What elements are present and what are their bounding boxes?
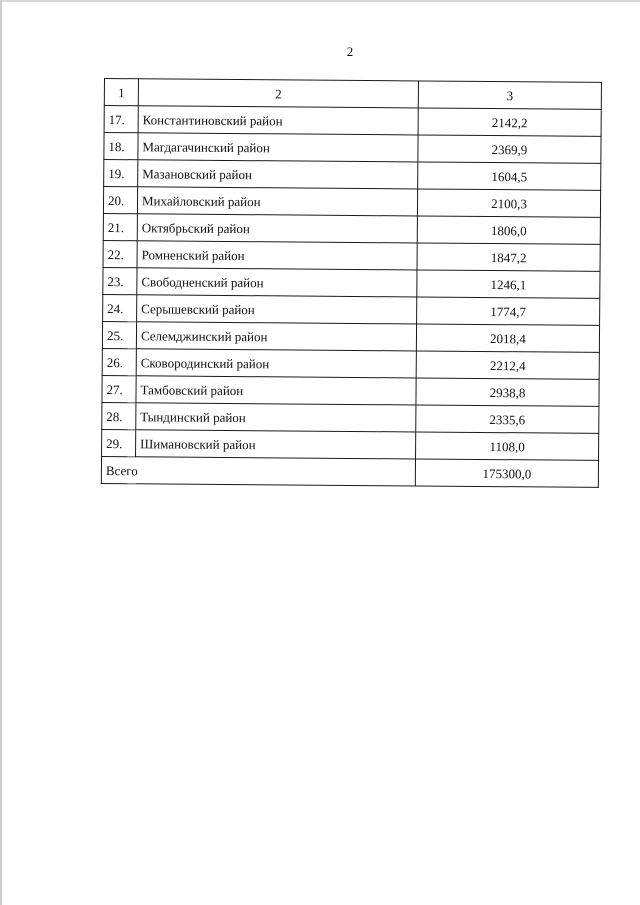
district-value: 1108,0 — [416, 432, 599, 460]
table-row — [103, 213, 600, 244]
total-label: Всего — [101, 456, 415, 485]
district-name: Мазановский район — [138, 160, 418, 189]
district-value: 1246,1 — [417, 270, 600, 298]
district-value: 1604,5 — [418, 162, 601, 190]
row-number: 21. — [103, 213, 137, 240]
row-number: 18. — [104, 133, 138, 160]
district-name: Михайловский район — [137, 187, 417, 216]
row-number: 24. — [103, 294, 137, 321]
district-value: 2212,4 — [416, 351, 599, 379]
district-name: Октябрьский район — [137, 214, 417, 243]
table-header-row — [104, 79, 601, 110]
table-row — [104, 133, 601, 164]
row-number: 17. — [104, 106, 138, 133]
header-cell-3: 3 — [418, 81, 601, 109]
header-cell-1: 1 — [104, 79, 138, 106]
total-value: 175300,0 — [415, 459, 598, 487]
district-name: Тамбовский район — [136, 376, 416, 405]
scan-edge-top — [0, 0, 640, 2]
district-value: 2142,2 — [418, 108, 601, 136]
table-row — [102, 375, 599, 406]
table-row — [102, 348, 599, 379]
district-name: Шимановский район — [136, 430, 416, 459]
row-number: 19. — [104, 160, 138, 187]
district-name: Серышевский район — [137, 295, 417, 324]
scan-edge-left — [0, 0, 2, 905]
page-number: 2 — [346, 44, 354, 59]
table-row — [102, 429, 599, 460]
district-name: Магдагачинский район — [138, 133, 418, 162]
table-row — [103, 240, 600, 271]
table-row — [102, 321, 599, 352]
district-value: 1847,2 — [417, 243, 600, 271]
table-row — [103, 187, 600, 218]
row-number: 23. — [103, 267, 137, 294]
district-value: 2018,4 — [416, 324, 599, 352]
district-value: 1806,0 — [417, 216, 600, 244]
district-value: 2100,3 — [417, 189, 600, 217]
district-value: 2938,8 — [416, 378, 599, 406]
table-row — [104, 160, 601, 191]
district-name: Ромненский район — [137, 241, 417, 270]
district-name: Свободненский район — [137, 268, 417, 297]
table-row — [104, 106, 601, 137]
row-number: 20. — [103, 187, 137, 214]
header-cell-2: 2 — [138, 79, 418, 108]
row-number: 27. — [102, 375, 136, 402]
district-value: 2369,9 — [418, 135, 601, 163]
district-name: Константиновский район — [138, 106, 418, 135]
table-row — [103, 294, 600, 325]
row-number: 22. — [103, 240, 137, 267]
row-number: 29. — [102, 429, 136, 456]
district-name: Тындинский район — [136, 403, 416, 432]
table-total-row — [101, 456, 598, 487]
district-value: 1774,7 — [417, 297, 600, 325]
table-row — [102, 402, 599, 433]
row-number: 28. — [102, 402, 136, 429]
table-row — [103, 267, 600, 298]
district-name: Селемджинский район — [136, 322, 416, 351]
row-number: 26. — [102, 348, 136, 375]
district-table — [101, 78, 602, 488]
row-number: 25. — [102, 321, 136, 348]
district-name: Сковородинский район — [136, 349, 416, 378]
district-value: 2335,6 — [416, 405, 599, 433]
